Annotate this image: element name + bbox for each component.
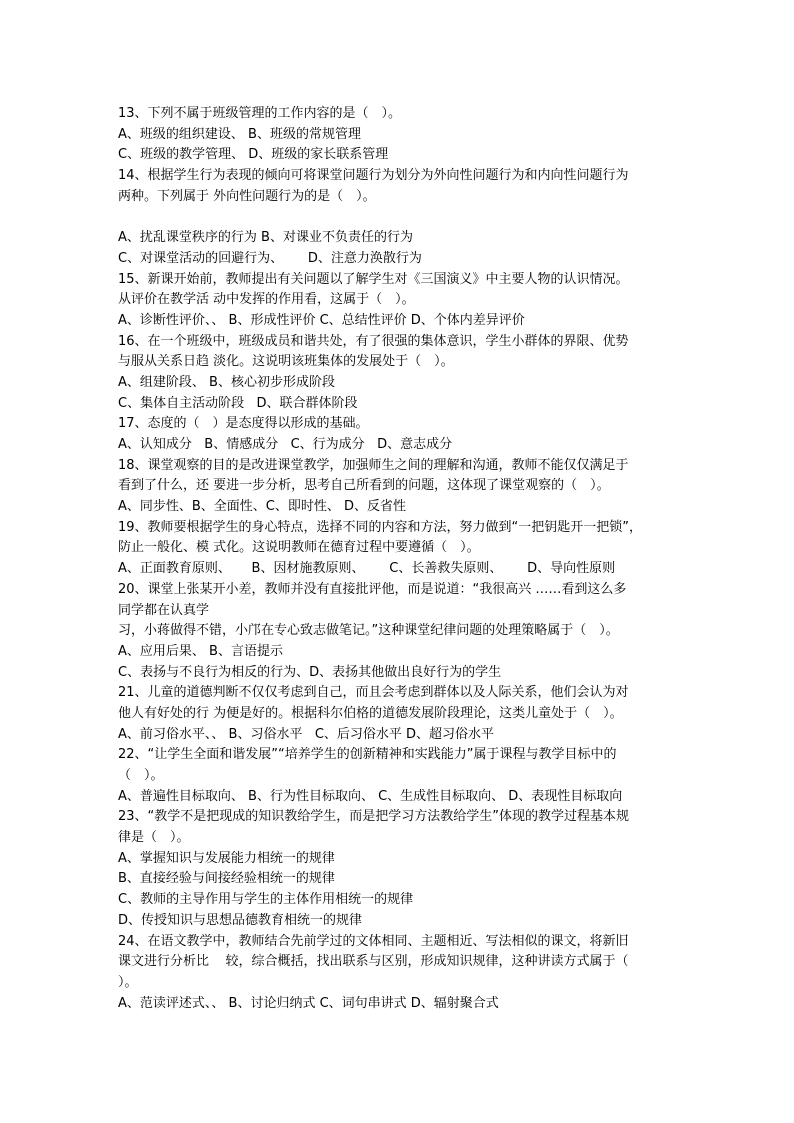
text-line: A、正面教育原则、 B、因材施教原则、 C、长善救失原则、 D、导向性原则 — [118, 561, 616, 577]
text-line: 23、“教学不是把现成的知识教给学生，而是把学习方法教给学生”体现的教学过程基本规 — [118, 809, 630, 825]
text-line: 15、新课开始前，教师提出有关问题以了解学生对《三国演义》中主要人物的认识情况。 — [118, 271, 629, 287]
text-line: C、对课堂活动的回避行为、 D、注意力涣散行为 — [118, 250, 422, 266]
text-line: C、教师的主导作用与学生的主体作用相统一的规律 — [118, 892, 414, 908]
document-body — [118, 104, 698, 1014]
text-line: D、传授知识与思想品德教育相统一的规律 — [118, 912, 363, 928]
text-line: 同学都在认真学 — [118, 602, 210, 618]
text-line: A、同步性、B、全面性、C、即时性、 D、反省性 — [118, 499, 407, 515]
text-line: ）。 — [118, 974, 138, 990]
text-line: A、应用后果、 B、言语提示 — [118, 643, 283, 659]
text-line: 习，小蒋做得不错，小邝在专心致志做笔记。”这种课堂纪律问题的处理策略属于（ ）。 — [118, 623, 619, 639]
text-line: A、普遍性目标取向、 B、行为性目标取向、 C、生成性目标取向、 D、表现性目标取向 — [118, 788, 623, 804]
text-line: 从评价在教学活 动中发挥的作用看，这属于（ ）。 — [118, 292, 415, 308]
text-line: （ ）。 — [118, 768, 164, 783]
text-line: 看到了什么，还 要进一步分析，思考自己所看到的问题，这体现了课堂观察的（ ）。 — [118, 478, 610, 494]
text-line: B、直接经验与间接经验相统一的规律 — [118, 871, 335, 887]
text-line: 19、教师要根据学生的身心特点，选择不同的内容和方法，努力做到“一把钥匙开一把锁”， — [118, 519, 643, 535]
text-line: 与服从关系日趋 淡化。这说明该班集体的发展处于（ ）。 — [118, 354, 454, 370]
text-line: A、认知成分 B、情感成分 C、行为成分 D、意志成分 — [118, 437, 453, 452]
text-line: 17、态度的（ ）是态度得以形成的基础。 — [118, 416, 369, 432]
text-line: A、掌握知识与发展能力相统一的规律 — [118, 850, 335, 866]
text-line: 他人有好处的行 为便是好的。根据科尔伯格的道德发展阶段理论，这类儿童处于（ ）。 — [118, 705, 623, 721]
text-line: 防止一般化、模 式化。这说明教师在德育过程中要遵循（ ）。 — [118, 540, 480, 556]
text-line: C、表扬与不良行为相反的行为、D、表扬其他做出良好行为的学生 — [118, 664, 502, 680]
text-line: 18、课堂观察的目的是改进课堂教学，加强师生之间的理解和沟通，教师不能仅仅满足于 — [118, 457, 629, 473]
text-line: A、扰乱课堂秩序的行为 B、对课业不负责任的行为 — [118, 230, 413, 246]
text-line: A、范读评述式、、 B、讨论归纳式 C、词句串讲式 D、辐射聚合式 — [118, 995, 499, 1011]
blank-line — [118, 207, 698, 228]
text-line: C、集体自主活动阶段 D、联合群体阶段 — [118, 395, 358, 411]
text-line: 课文进行分析比 较，综合概括，找出联系与区别，形成知识规律，这种讲读方式属于（ — [118, 954, 629, 970]
text-line: C、班级的教学管理、 D、班级的家长联系管理 — [118, 147, 389, 163]
text-line: A、前习俗水平、、 B、习俗水平 C、后习俗水平 D、超习俗水平 — [118, 726, 495, 742]
text-line: 24、在语文教学中，教师结合先前学过的文体相同、主题相近、写法相似的课文，将新旧 — [118, 933, 629, 949]
text-line: A、诊断性评价、、 B、形成性评价 C、总结性评价 D、个体内差异评价 — [118, 312, 525, 328]
text-line: 14、根据学生行为表现的倾向可将课堂问题行为划分为外向性问题行为和内向性问题行为 — [118, 168, 629, 184]
text-line: A、班级的组织建设、 B、班级的常规管理 — [118, 126, 361, 142]
text-line: 律是（ ）。 — [118, 830, 190, 846]
text-line: 13、下列不属于班级管理的工作内容的是（ ）。 — [118, 106, 402, 121]
text-line: 22、“让学生全面和谐发展”“培养学生的创新精神和实践能力”属于课程与教学目标中的 — [118, 747, 617, 763]
text-line: 20、课堂上张某开小差，教师并没有直接批评他，而是说道：“我很高兴 ……看到这么多 — [118, 581, 627, 597]
text-line: 两种。下列属于 外向性问题行为的是（ ）。 — [118, 188, 376, 204]
text-line: A、组建阶段、 B、核心初步形成阶段 — [118, 374, 335, 390]
text-line: 16、在一个班级中，班级成员和谐共处，有了很强的集体意识，学生小群体的界限、优势 — [118, 333, 629, 349]
text-line: 21、儿童的道德判断不仅仅考虑到自己，而且会考虑到群体以及人际关系，他们会认为对 — [118, 685, 629, 701]
